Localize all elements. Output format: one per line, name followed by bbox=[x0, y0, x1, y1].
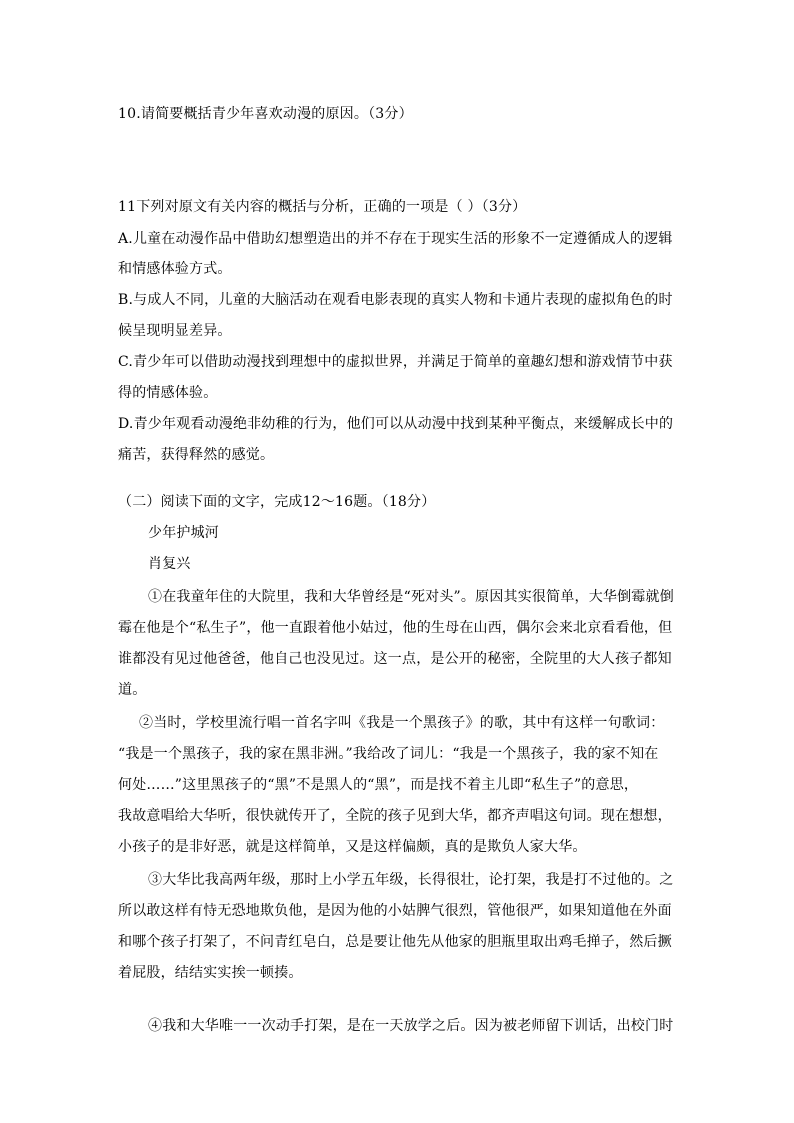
option-d-line-1: D.青少年观看动漫绝非幼稚的行为，他们可以从动漫中找到某种平衡点，来缓解成长中的 bbox=[118, 416, 674, 432]
paragraph-3-line: 所以敢这样有恃无恐地欺负他，是因为他的小姑脾气很烈，管他很严，如果知道他在外面 bbox=[118, 903, 672, 919]
paragraph-2-line: 我故意唱给大华听，很快就传开了，全院的孩子见到大华，都齐声唱这句词。现在想想， bbox=[118, 808, 672, 824]
paragraph-3-line: 和哪个孩子打架了，不问青红皂白，总是要让他先从他家的胆瓶里取出鸡毛掸子，然后撅 bbox=[118, 934, 672, 950]
paragraph-3-line: ③大华比我高两年级，那时上小学五年级，长得很壮，论打架，我是打不过他的。之 bbox=[148, 872, 674, 888]
paragraph-1-line: ①在我童年住的大院里，我和大华曾经是“死对头”。原因其实很简单，大华倒霉就倒 bbox=[148, 589, 674, 605]
paragraph-1-line: 霉在他是个“私生子”，他一直跟着他小姑过，他的生母在山西，偶尔会来北京看看他，但 bbox=[118, 620, 673, 636]
paragraph-2-line: 何处……”这里黑孩子的“黑”不是黑人的“黑”，而是找不着主儿即“私生子”的意思， bbox=[118, 777, 639, 793]
paragraph-2-line: ②当时，学校里流行唱一首名字叫《我是一个黑孩子》的歌，其中有这样一句歌词： bbox=[139, 715, 665, 731]
question-10: 10.请简要概括青少年喜欢动漫的原因。（3分） bbox=[118, 106, 413, 122]
option-c-line-2: 得的情感体验。 bbox=[118, 385, 218, 401]
option-b-line-1: B.与成人不同，儿童的大脑活动在观看电影表现的真实人物和卡通片表现的虚拟角色的时 bbox=[118, 292, 673, 308]
article-author: 肖复兴 bbox=[148, 556, 191, 572]
paragraph-2-line: 小孩子的是非好恶，就是这样简单，又是这样偏颇，真的是欺负人家大华。 bbox=[118, 839, 587, 855]
paragraph-1-line: 道。 bbox=[118, 682, 147, 698]
option-a-line-2: 和情感体验方式。 bbox=[118, 261, 232, 277]
option-d-line-2: 痛苦，获得释然的感觉。 bbox=[118, 447, 275, 463]
paragraph-1-line: 谁都没有见过他爸爸，他自己也没见过。这一点，是公开的秘密，全院里的大人孩子都知 bbox=[118, 651, 672, 667]
option-b-line-2: 候呈现明显差异。 bbox=[118, 323, 232, 339]
option-c-line-1: C.青少年可以借助动漫找到理想中的虚拟世界，并满足于简单的童趣幻想和游戏情节中获 bbox=[118, 354, 673, 370]
section-2-heading: （二）阅读下面的文字，完成12～16题。（18分） bbox=[118, 494, 436, 510]
paragraph-2-line: “我是一个黑孩子，我的家在黑非洲。”我给改了词儿：“我是一个黑孩子，我的家不知在 bbox=[118, 746, 659, 762]
paragraph-3-line: 着屁股，结结实实挨一顿揍。 bbox=[118, 965, 303, 981]
paragraph-4-line: ④我和大华唯一一次动手打架，是在一天放学之后。因为被老师留下训话，出校门时 bbox=[148, 1018, 674, 1034]
option-a-line-1: A.儿童在动漫作品中借助幻想塑造出的并不存在于现实生活的形象不一定遵循成人的逻辑 bbox=[118, 231, 673, 247]
question-11-stem: 11下列对原文有关内容的概括与分析，正确的一项是（ ）（3分） bbox=[118, 199, 527, 215]
article-title: 少年护城河 bbox=[148, 525, 219, 541]
